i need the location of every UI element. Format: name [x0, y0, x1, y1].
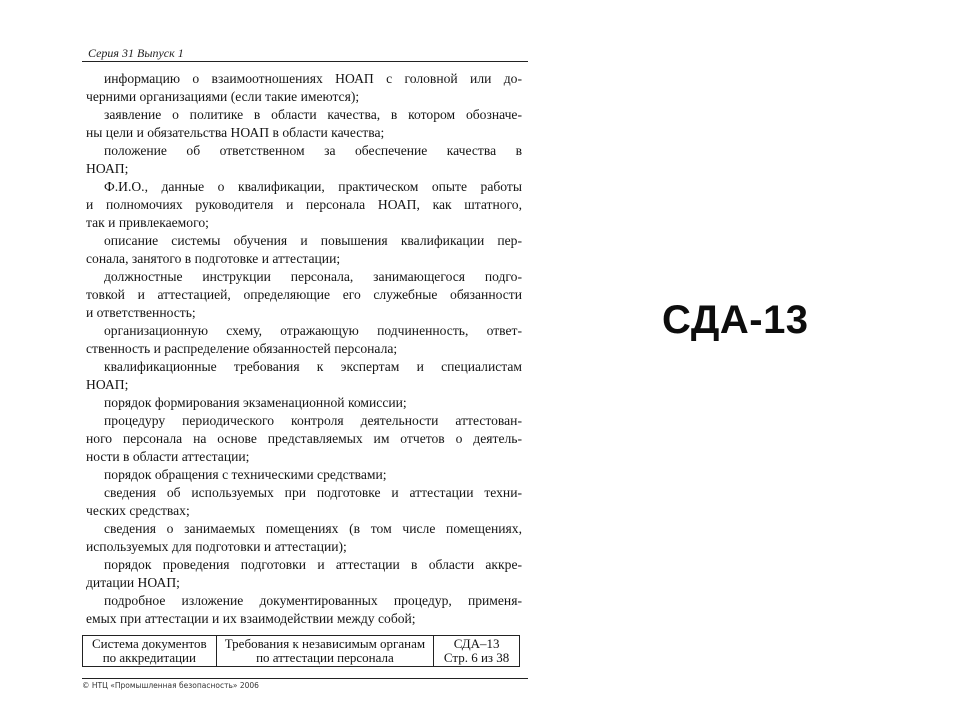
- body-line: должностные инструкции персонала, занимающегося подго-: [104, 269, 522, 284]
- body-line: сведения о занимаемых помещениях (в том числе помещениях,: [104, 521, 522, 536]
- body-line: порядок формирования экзаменационной комиссии;: [104, 395, 407, 410]
- body-line: заявление о политике в области качества, в котором обозначе-: [104, 107, 522, 122]
- footer-requirements-line1: Требования к независимым органам: [224, 636, 426, 651]
- footer-system-line1: Система документов: [92, 636, 207, 651]
- footer-table: [82, 635, 520, 667]
- body-line: так и привлекаемого;: [86, 215, 209, 230]
- body-line: ного персонала на основе представляемых им отчетов о деятель-: [86, 431, 522, 446]
- body-line: положение об ответственном за обеспечение качества в: [104, 143, 522, 158]
- footer-page-number: Стр. 6 из 38: [443, 650, 510, 665]
- footer-cell-system: [83, 636, 217, 667]
- footer-requirements-line2: по аттестации персонала: [256, 650, 394, 665]
- body-line: дитации НОАП;: [86, 575, 180, 590]
- body-line: используемых для подготовки и аттестации);: [86, 539, 347, 554]
- footer-code: СДА–13: [453, 636, 500, 651]
- document-page: [82, 44, 528, 694]
- body-line: описание системы обучения и повышения квалификации пер-: [104, 233, 522, 248]
- body-line: ности в области аттестации;: [86, 449, 250, 464]
- document-code-label: СДА-13: [662, 298, 809, 342]
- footer-system-line2: по аккредитации: [102, 650, 196, 665]
- body-line: порядок обращения с техническими средствами;: [104, 467, 387, 482]
- footer-cell-requirements: [216, 636, 433, 667]
- body-line: сведения об используемых при подготовке и аттестации техни-: [104, 485, 522, 500]
- body-line: НОАП;: [86, 161, 129, 176]
- body-line: ны цели и обязательства НОАП в области качества;: [86, 125, 385, 140]
- footer-row: [83, 636, 520, 667]
- footer-rule: [82, 678, 528, 679]
- body-line: процедуру периодического контроля деятельности аттестован-: [104, 413, 522, 428]
- body-line: квалификационные требования к экспертам и специалистам: [104, 359, 522, 374]
- body-line: черними организациями (если такие имеются);: [86, 89, 360, 104]
- body-line: НОАП;: [86, 377, 129, 392]
- body-line: ческих средствах;: [86, 503, 190, 518]
- body-line: Ф.И.О., данные о квалификации, практическом опыте работы: [104, 179, 522, 194]
- body-line: ственность и распределение обязанностей персонала;: [86, 341, 398, 356]
- body-line: организационную схему, отражающую подчиненность, ответ-: [104, 323, 522, 338]
- body-line: сонала, занятого в подготовке и аттестации;: [86, 251, 341, 266]
- header-rule: [82, 61, 528, 62]
- body-line: емых при аттестации и их взаимодействии между собой;: [86, 611, 416, 626]
- series-header: Серия 31 Выпуск 1: [88, 46, 184, 60]
- document-body: [86, 70, 522, 628]
- body-line: подробное изложение документированных процедур, применя-: [104, 593, 522, 608]
- body-line: информацию о взаимоотношениях НОАП с головной или до-: [104, 71, 522, 86]
- copyright-notice: © НТЦ «Промышленная безопасность» 2006: [82, 681, 259, 690]
- footer-cell-code: [434, 636, 520, 667]
- body-line: и ответственность;: [86, 305, 196, 320]
- body-line: порядок проведения подготовки и аттестации в области аккре-: [104, 557, 522, 572]
- body-line: товкой и аттестацией, определяющие его служебные обязанности: [86, 287, 522, 302]
- body-line: и полномочиях руководителя и персонала НОАП, как штатного,: [86, 197, 522, 212]
